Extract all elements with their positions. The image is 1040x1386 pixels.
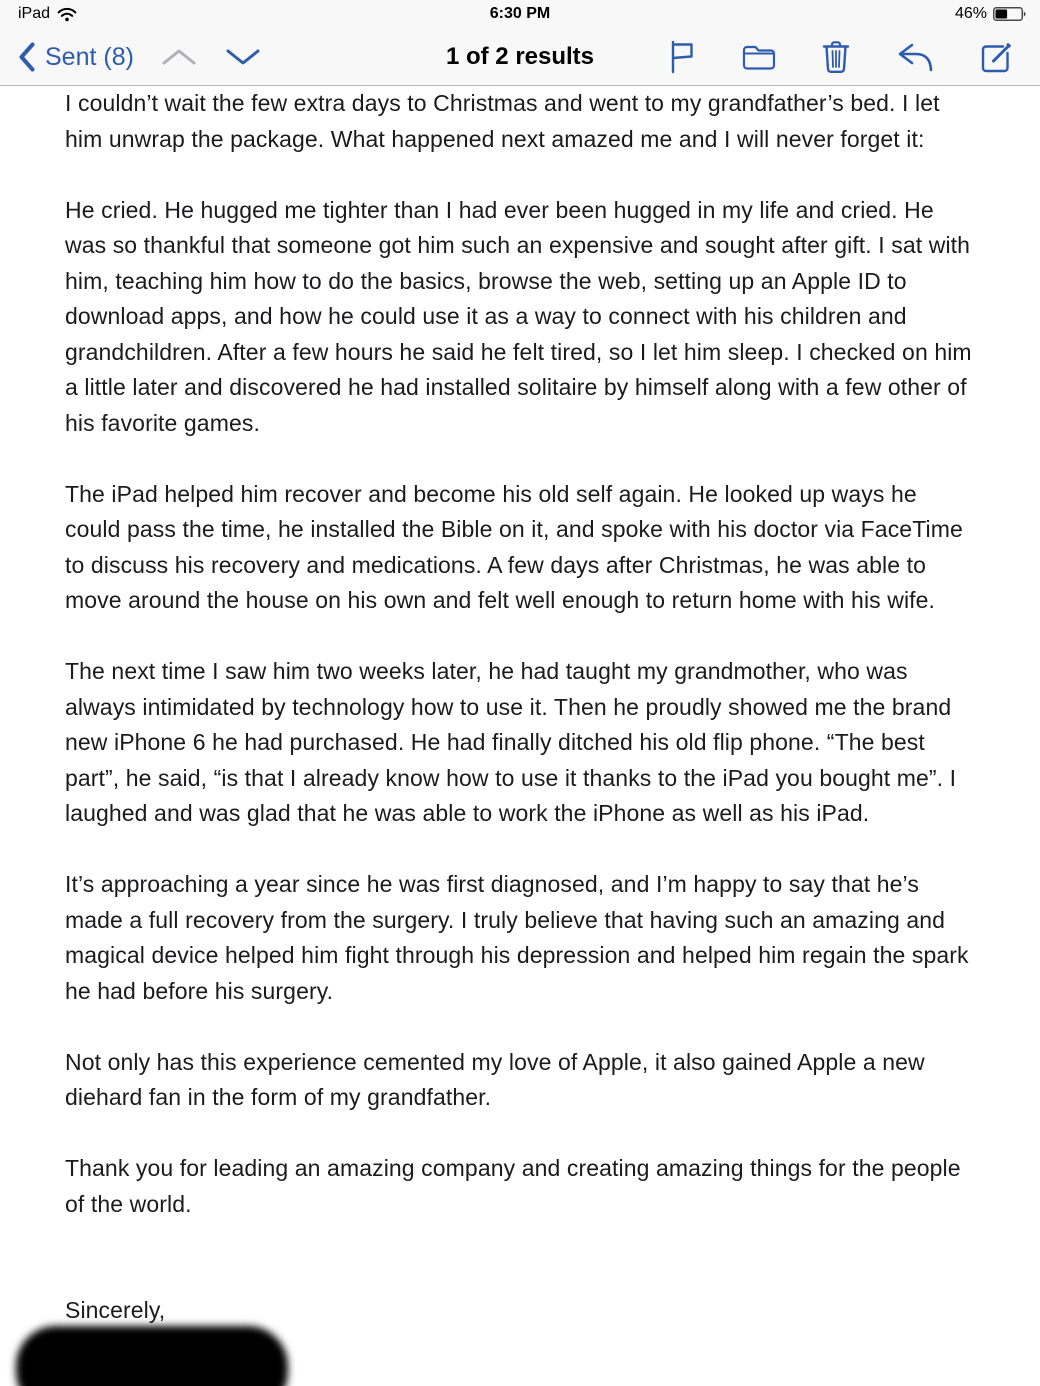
nav-left — [18, 28, 262, 86]
search-result-counter: 1 of 2 results — [445, 43, 595, 70]
battery-icon — [993, 7, 1026, 21]
email-paragraph: I couldn’t wait the few extra days to Christmas and went to my grandfather’s bed. I let him unwrap the package. What happened next amazed me and I will never forget it: — [65, 90, 940, 152]
status-right — [955, 0, 1026, 28]
email-paragraph: Not only has this experience cemented my love of Apple, it also gained Apple a new diehard fan in the form of my grandfather. — [65, 1048, 925, 1110]
compose-icon[interactable] — [979, 40, 1014, 75]
back-to-sent-button[interactable] — [18, 42, 134, 72]
email-paragraph: Thank you for leading an amazing company and creating amazing things for the people of the world. — [65, 1155, 961, 1217]
redacted-signature — [16, 1326, 288, 1386]
email-paragraph: The iPad helped him recover and become his old self again. He looked up ways he could pass the time, he installed the Bible on it, and spoke with his doctor via FaceTime to discuss his recovery and medications. A few days after Christmas, he was able to move around the house on his own and felt well enough to return home with his wife. — [65, 480, 963, 613]
email-paragraph: He cried. He hugged me tighter than I had ever been hugged in my life and cried. He was so thankful that someone got him such an expensive and sought after gift. I sat with him, teaching him how to do the basics, browse the web, setting up an Apple ID to download apps, and how he could use it as a way to connect with his children and grandchildren. After a few hours he said he felt tired, so I let him sleep. I checked on him a little later and discovered he had installed solitaire by himself along with a few other of his favorite games. — [65, 196, 972, 436]
email-paragraph: The next time I saw him two weeks later, he had taught my grandmother, who was always intimidated by technology how to use it. Then he proudly showed me the brand new iPhone 6 he had purchased. He had finally ditched his old flip phone. “The best part”, he said, “is that I already know how to use it thanks to the iPad you bought me”. I laughed and was glad that he was able to work the iPhone as well as his iPad. — [65, 658, 957, 826]
email-paragraph: It’s approaching a year since he was first diagnosed, and I’m happy to say that he’s made a full recovery from the surgery. I truly believe that having such an amazing and magical device helped him fight through his depression and helped him regain the spark he had before his surgery. — [65, 871, 969, 1004]
nav-bar — [0, 28, 1040, 86]
battery-percent-label: 46% — [954, 5, 987, 22]
email-body — [65, 86, 977, 1364]
status-bar — [0, 0, 1040, 28]
flag-icon[interactable] — [667, 40, 697, 74]
nav-toolbar — [667, 28, 1014, 86]
trash-icon[interactable] — [821, 40, 851, 74]
folder-icon[interactable] — [742, 44, 776, 70]
previous-result-button[interactable] — [160, 47, 198, 67]
next-result-button[interactable] — [224, 47, 262, 67]
email-closing: Sincerely, — [65, 1297, 166, 1323]
back-chevron-icon — [18, 42, 35, 72]
back-button-label: Sent (8) — [45, 42, 134, 71]
reply-icon[interactable] — [896, 42, 934, 73]
carrier-label: iPad — [18, 5, 51, 22]
clock: 6:30 PM — [489, 5, 551, 22]
